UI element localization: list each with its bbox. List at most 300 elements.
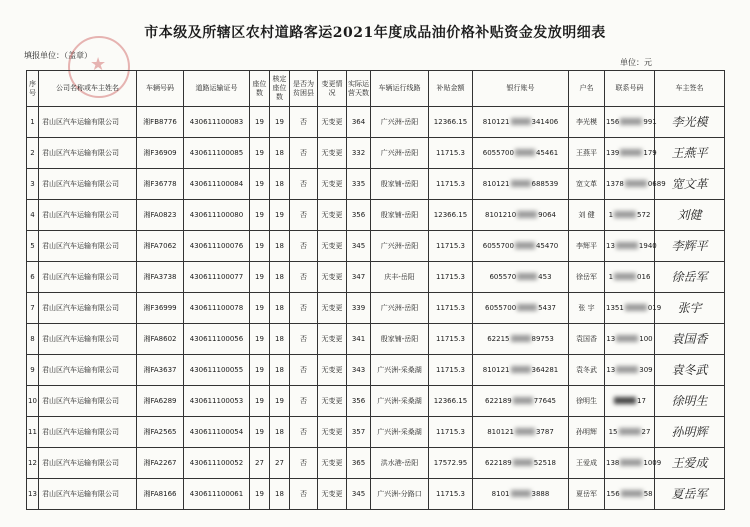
bank-account-prefix: 62215: [487, 334, 510, 343]
header-cell: 道路运输证号: [184, 71, 250, 107]
change-status: 无变更: [318, 107, 347, 138]
signature-handwriting: 刘健: [677, 207, 702, 222]
poor-county-flag: 否: [290, 448, 318, 479]
license-number: 430611100053: [184, 386, 250, 417]
signature-handwriting: 王爱成: [671, 455, 708, 470]
row-number: 1: [27, 107, 39, 138]
license-number: 430611100055: [184, 355, 250, 386]
seat-count: 27: [250, 448, 270, 479]
account-holder-name: 宽文革: [569, 169, 605, 200]
rated-seats: 18: [270, 355, 290, 386]
operating-days: 341: [347, 324, 371, 355]
plate-number: 湘FB8776: [137, 107, 184, 138]
account-holder-name: 王燕平: [569, 138, 605, 169]
bank-account-prefix: 810121: [482, 117, 510, 126]
bank-account-suffix: 52518: [533, 458, 556, 467]
row-number: 2: [27, 138, 39, 169]
phone-prefix: 13: [606, 334, 616, 343]
bank-account: [473, 448, 569, 479]
license-number: 430611100078: [184, 293, 250, 324]
operating-days: 356: [347, 200, 371, 231]
contact-phone: [605, 324, 655, 355]
bank-account: [473, 324, 569, 355]
subsidy-amount: 11715.3: [429, 417, 473, 448]
table-row: [27, 417, 725, 448]
row-number: 5: [27, 231, 39, 262]
redaction-blur: [515, 149, 535, 156]
change-status: 无变更: [318, 448, 347, 479]
rated-seats: 27: [270, 448, 290, 479]
contact-phone: [605, 386, 655, 417]
plate-number: 湘F36778: [137, 169, 184, 200]
seat-count: 19: [250, 231, 270, 262]
phone-suffix: 27: [641, 427, 651, 436]
rated-seats: 18: [270, 169, 290, 200]
operating-days: 345: [347, 231, 371, 262]
seat-count: 19: [250, 262, 270, 293]
company-name: 君山区汽车运输有限公司: [39, 293, 137, 324]
route: 殷家铺-岳阳: [371, 324, 429, 355]
poor-county-flag: 否: [290, 138, 318, 169]
company-name: 君山区汽车运输有限公司: [39, 324, 137, 355]
plate-number: 湘F36909: [137, 138, 184, 169]
bank-account-prefix: 810121: [482, 179, 510, 188]
table-row: [27, 138, 725, 169]
owner-signature: [655, 417, 725, 448]
phone-prefix: 15: [608, 427, 618, 436]
redaction-blur: [620, 459, 642, 466]
phone-prefix: 156: [606, 117, 620, 126]
company-name: 君山区汽车运输有限公司: [39, 231, 137, 262]
redaction-blur: [511, 180, 531, 187]
plate-number: 湘FA3637: [137, 355, 184, 386]
company-name: 君山区汽车运输有限公司: [39, 262, 137, 293]
account-holder-name: 徐明生: [569, 386, 605, 417]
header-cell: 座位数: [250, 71, 270, 107]
operating-days: 364: [347, 107, 371, 138]
poor-county-flag: 否: [290, 107, 318, 138]
signature-handwriting: 袁国香: [671, 331, 708, 346]
owner-signature: [655, 324, 725, 355]
subsidy-amount: 11715.3: [429, 262, 473, 293]
change-status: 无变更: [318, 386, 347, 417]
route: 广兴洲-采桑湖: [371, 355, 429, 386]
redaction-blur: [616, 335, 638, 342]
contact-phone: [605, 417, 655, 448]
rated-seats: 18: [270, 479, 290, 510]
bank-account: [473, 417, 569, 448]
redaction-blur: [625, 304, 647, 311]
bank-account-prefix: 605570: [489, 272, 517, 281]
route: 洪水港-岳阳: [371, 448, 429, 479]
table-row: [27, 324, 725, 355]
plate-number: 湘FA0823: [137, 200, 184, 231]
bank-account-suffix: 341406: [531, 117, 559, 126]
redaction-blur: [511, 335, 531, 342]
document-title: 市本级及所辖区农村道路客运2021年度成品油价格补贴资金发放明细表: [144, 25, 606, 41]
signature-handwriting: 徐岳军: [671, 269, 708, 284]
bank-account-prefix: 6055700: [484, 303, 517, 312]
license-number: 430611100076: [184, 231, 250, 262]
seat-count: 19: [250, 479, 270, 510]
account-holder-name: 孙明辉: [569, 417, 605, 448]
route: 广兴洲-岳阳: [371, 231, 429, 262]
bank-account: [473, 107, 569, 138]
table-row: [27, 386, 725, 417]
company-name: 君山区汽车运输有限公司: [39, 355, 137, 386]
bank-account-prefix: 622189: [484, 396, 512, 405]
signature-handwriting: 孙明辉: [671, 424, 708, 439]
route: 广兴洲-采桑湖: [371, 417, 429, 448]
phone-prefix: 1378: [606, 179, 624, 188]
redaction-blur: [511, 366, 531, 373]
owner-signature: [655, 262, 725, 293]
contact-phone: [605, 169, 666, 200]
owner-signature: [655, 293, 725, 324]
owner-signature: [655, 479, 725, 510]
row-number: 10: [27, 386, 39, 417]
plate-number: 湘FA2267: [137, 448, 184, 479]
table-row: [27, 107, 725, 138]
signature-handwriting: 袁冬武: [671, 362, 708, 377]
route: 广兴洲-采桑湖: [371, 386, 429, 417]
route: 广兴洲-岳阳: [371, 107, 429, 138]
subsidy-amount: 11715.3: [429, 293, 473, 324]
header-cell: 公司名称或车主姓名: [39, 71, 137, 107]
table-row: [27, 262, 725, 293]
license-number: 430611100083: [184, 107, 250, 138]
change-status: 无变更: [318, 200, 347, 231]
header-cell: 车辆运行线路: [371, 71, 429, 107]
redaction-blur: [513, 397, 533, 404]
license-number: 430611100085: [184, 138, 250, 169]
route: 庆丰-岳阳: [371, 262, 429, 293]
redaction-blur: [620, 149, 642, 156]
redaction-blur: [511, 118, 531, 125]
redaction-blur: [625, 180, 647, 187]
plate-number: 湘F36999: [137, 293, 184, 324]
signature-handwriting: 张宇: [677, 300, 702, 315]
signature-handwriting: 徐明生: [671, 393, 708, 408]
phone-prefix: 1: [608, 210, 614, 219]
change-status: 无变更: [318, 138, 347, 169]
redaction-blur: [517, 304, 537, 311]
route: 广兴洲-岳阳: [371, 293, 429, 324]
phone-suffix: 58: [643, 489, 653, 498]
redaction-blur: [511, 490, 531, 497]
account-holder-name: 李光模: [569, 107, 605, 138]
phone-prefix: 138: [606, 458, 620, 467]
seat-count: 19: [250, 138, 270, 169]
seat-count: 19: [250, 169, 270, 200]
bank-account-suffix: 3787: [535, 427, 554, 436]
route: 广兴洲-分路口: [371, 479, 429, 510]
rated-seats: 19: [270, 386, 290, 417]
bank-account: [473, 386, 569, 417]
row-number: 6: [27, 262, 39, 293]
bank-account-prefix: 6055700: [482, 148, 514, 157]
plate-number: 湘FA7062: [137, 231, 184, 262]
phone-suffix: 1009: [643, 458, 662, 467]
header-cell: 车辆号码: [137, 71, 184, 107]
header-cell: 序号: [27, 71, 39, 107]
bank-account-prefix: 810121: [482, 365, 510, 374]
unit-label: 单位：元: [620, 58, 652, 67]
contact-phone: [605, 107, 655, 138]
phone-suffix: 1940: [638, 241, 657, 250]
rated-seats: 18: [270, 138, 290, 169]
row-number: 8: [27, 324, 39, 355]
redaction-blur: [614, 397, 636, 404]
phone-prefix: 1: [608, 272, 614, 281]
company-name: 君山区汽车运输有限公司: [39, 417, 137, 448]
owner-signature: [655, 107, 725, 138]
seal-star-icon: ★: [90, 54, 107, 75]
owner-signature: [655, 355, 725, 386]
contact-phone: [605, 262, 655, 293]
seat-count: 19: [250, 107, 270, 138]
table-row: [27, 169, 725, 200]
bank-account-prefix: 6055700: [482, 241, 514, 250]
bank-account-suffix: 5437: [538, 303, 556, 312]
seat-count: 19: [250, 200, 270, 231]
seat-count: 19: [250, 355, 270, 386]
phone-prefix: 156: [606, 489, 620, 498]
operating-days: 347: [347, 262, 371, 293]
plate-number: 湘FA8602: [137, 324, 184, 355]
bank-account-suffix: 45461: [535, 148, 559, 157]
bank-account-suffix: 9064: [538, 210, 556, 219]
license-number: 430611100052: [184, 448, 250, 479]
redaction-blur: [614, 211, 636, 218]
bank-account-prefix: 622189: [484, 458, 512, 467]
signature-handwriting: 李辉平: [671, 238, 708, 253]
bank-account-suffix: 89753: [531, 334, 554, 343]
contact-phone: [605, 293, 662, 324]
subsidy-amount: 12366.15: [429, 107, 473, 138]
change-status: 无变更: [318, 479, 347, 510]
poor-county-flag: 否: [290, 262, 318, 293]
subsidy-table: [26, 70, 725, 510]
subsidy-amount: 17572.95: [429, 448, 473, 479]
poor-county-flag: 否: [290, 386, 318, 417]
row-number: 7: [27, 293, 39, 324]
table-row: [27, 200, 725, 231]
bank-account-prefix: 810121: [487, 427, 514, 436]
change-status: 无变更: [318, 417, 347, 448]
bank-account-suffix: 45470: [535, 241, 559, 250]
change-status: 无变更: [318, 169, 347, 200]
poor-county-flag: 否: [290, 479, 318, 510]
redaction-blur: [517, 211, 537, 218]
poor-county-flag: 否: [290, 293, 318, 324]
subsidy-amount: 11715.3: [429, 138, 473, 169]
license-number: 430611100077: [184, 262, 250, 293]
seat-count: 19: [250, 417, 270, 448]
row-number: 9: [27, 355, 39, 386]
operating-days: 356: [347, 386, 371, 417]
license-number: 430611100080: [184, 200, 250, 231]
header-cell: 联系号码: [605, 71, 655, 107]
contact-phone: [605, 479, 655, 510]
bank-account-suffix: 453: [538, 272, 552, 281]
contact-phone: [605, 200, 655, 231]
license-number: 430611100084: [184, 169, 250, 200]
account-holder-name: 李辉平: [569, 231, 605, 262]
header-cell: 变更情况: [318, 71, 347, 107]
route: 殷家铺-岳阳: [371, 200, 429, 231]
rated-seats: 18: [270, 262, 290, 293]
redaction-blur: [619, 428, 641, 435]
poor-county-flag: 否: [290, 200, 318, 231]
table-header-row: [27, 71, 725, 107]
bank-account-suffix: 688539: [531, 179, 559, 188]
fill-unit-label: 填报单位：（盖章）: [24, 51, 92, 60]
phone-prefix: 13: [606, 365, 616, 374]
change-status: 无变更: [318, 293, 347, 324]
account-holder-name: 夏岳军: [569, 479, 605, 510]
phone-suffix: 016: [637, 272, 651, 281]
bank-account-suffix: 77645: [533, 396, 556, 405]
change-status: 无变更: [318, 324, 347, 355]
bank-account-suffix: 3888: [531, 489, 550, 498]
signature-handwriting: 夏岳军: [671, 486, 708, 501]
account-holder-name: 王爱成: [569, 448, 605, 479]
poor-county-flag: 否: [290, 169, 318, 200]
operating-days: 332: [347, 138, 371, 169]
bank-account: [473, 169, 569, 200]
operating-days: 365: [347, 448, 371, 479]
plate-number: 湘FA6289: [137, 386, 184, 417]
redaction-blur: [621, 490, 643, 497]
route: 广兴洲-岳阳: [371, 138, 429, 169]
poor-county-flag: 否: [290, 355, 318, 386]
owner-signature: [655, 200, 725, 231]
company-name: 君山区汽车运输有限公司: [39, 448, 137, 479]
contact-phone: [605, 138, 655, 169]
rated-seats: 18: [270, 417, 290, 448]
table-row: [27, 355, 725, 386]
owner-signature: [655, 448, 725, 479]
redaction-blur: [517, 273, 537, 280]
change-status: 无变更: [318, 355, 347, 386]
header-cell: 补贴金额: [429, 71, 473, 107]
seat-count: 19: [250, 386, 270, 417]
account-holder-name: 徐岳军: [569, 262, 605, 293]
row-number: 11: [27, 417, 39, 448]
bank-account: [473, 479, 569, 510]
owner-signature: [655, 386, 725, 417]
header-cell: 银行账号: [473, 71, 569, 107]
account-holder-name: 刘 健: [569, 200, 605, 231]
rated-seats: 18: [270, 293, 290, 324]
contact-phone: [605, 231, 655, 262]
signature-handwriting: 王燕平: [671, 145, 708, 160]
redaction-blur: [513, 459, 533, 466]
row-number: 12: [27, 448, 39, 479]
subsidy-amount: 11715.3: [429, 479, 473, 510]
phone-suffix: 019: [647, 303, 662, 312]
contact-phone: [605, 355, 655, 386]
redaction-blur: [616, 242, 638, 249]
license-number: 430611100056: [184, 324, 250, 355]
rated-seats: 19: [270, 200, 290, 231]
phone-prefix: 13: [606, 241, 615, 250]
table-row: [27, 479, 725, 510]
bank-account-prefix: 8101: [491, 489, 510, 498]
route: 殷家铺-岳阳: [371, 169, 429, 200]
table-row: [27, 293, 725, 324]
operating-days: 343: [347, 355, 371, 386]
table-row: [27, 231, 725, 262]
company-name: 君山区汽车运输有限公司: [39, 479, 137, 510]
phone-suffix: 309: [639, 365, 653, 374]
change-status: 无变更: [318, 262, 347, 293]
subsidy-amount: 11715.3: [429, 169, 473, 200]
seat-count: 19: [250, 293, 270, 324]
row-number: 13: [27, 479, 39, 510]
account-holder-name: 袁冬武: [569, 355, 605, 386]
redaction-blur: [614, 273, 636, 280]
change-status: 无变更: [318, 231, 347, 262]
redaction-blur: [620, 118, 642, 125]
bank-account: [473, 200, 569, 231]
phone-suffix: 572: [637, 210, 651, 219]
operating-days: 339: [347, 293, 371, 324]
rated-seats: 18: [270, 324, 290, 355]
bank-account: [473, 231, 569, 262]
poor-county-flag: 否: [290, 324, 318, 355]
poor-county-flag: 否: [290, 231, 318, 262]
owner-signature: [655, 231, 725, 262]
header-cell: 核定座位数: [270, 71, 290, 107]
contact-phone: [605, 448, 662, 479]
signature-handwriting: 李光模: [671, 114, 708, 129]
license-number: 430611100061: [184, 479, 250, 510]
phone-suffix: 991: [643, 117, 657, 126]
account-holder-name: 袁国香: [569, 324, 605, 355]
plate-number: 湘FA8166: [137, 479, 184, 510]
header-cell: 实际运营天数: [347, 71, 371, 107]
poor-county-flag: 否: [290, 417, 318, 448]
bank-account: [473, 293, 569, 324]
bank-account-prefix: 8101210: [484, 210, 517, 219]
bank-account: [473, 138, 569, 169]
plate-number: 湘FA2565: [137, 417, 184, 448]
phone-suffix: 0689: [647, 179, 666, 188]
bank-account: [473, 262, 569, 293]
row-number: 4: [27, 200, 39, 231]
phone-suffix: 17: [637, 396, 646, 405]
company-name: 君山区汽车运输有限公司: [39, 169, 137, 200]
plate-number: 湘FA3738: [137, 262, 184, 293]
subsidy-amount: 12366.15: [429, 386, 473, 417]
phone-suffix: 100: [639, 334, 653, 343]
seat-count: 19: [250, 324, 270, 355]
account-holder-name: 张 宇: [569, 293, 605, 324]
company-name: 君山区汽车运输有限公司: [39, 138, 137, 169]
phone-prefix: 139: [606, 148, 620, 157]
operating-days: 357: [347, 417, 371, 448]
license-number: 430611100054: [184, 417, 250, 448]
company-name: 君山区汽车运输有限公司: [39, 200, 137, 231]
redaction-blur: [616, 366, 638, 373]
rated-seats: 19: [270, 107, 290, 138]
redaction-blur: [515, 242, 535, 249]
phone-suffix: 179: [643, 148, 657, 157]
subsidy-amount: 12366.15: [429, 200, 473, 231]
table-row: [27, 448, 725, 479]
